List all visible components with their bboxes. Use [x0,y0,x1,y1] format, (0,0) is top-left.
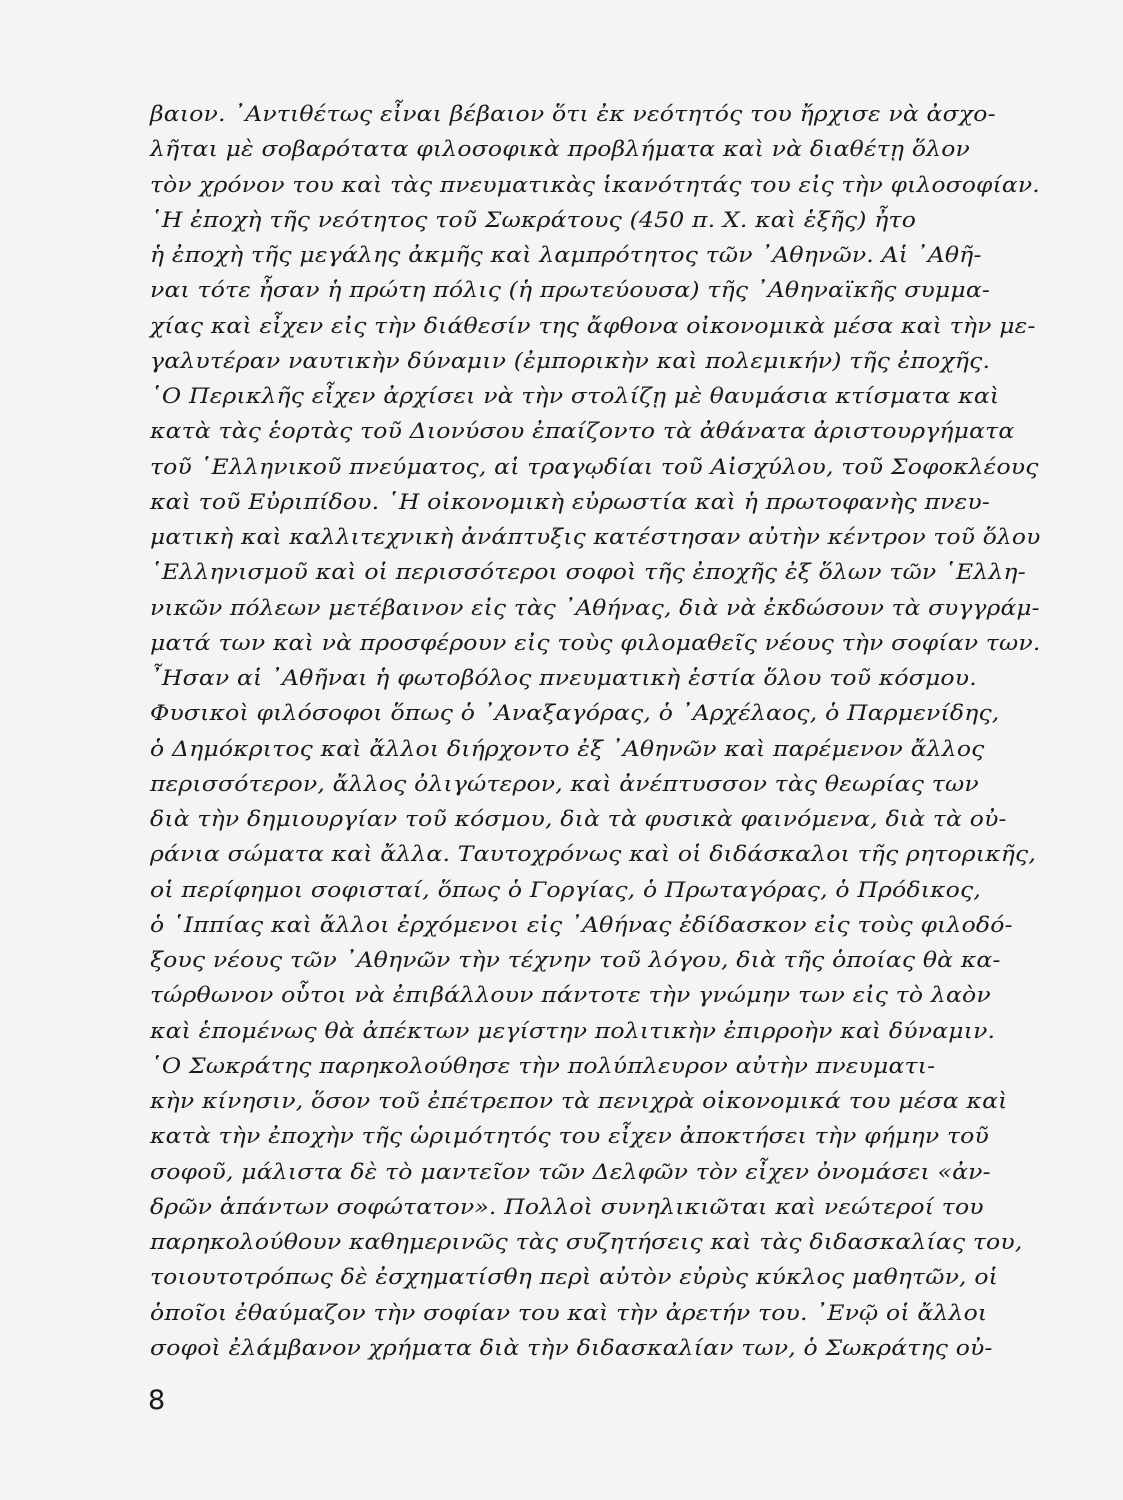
text-line: καὶ ἑπομένως θὰ ἀπέκτων μεγίστην πολιτικὴν ἐπιρροὴν καὶ δύναμιν. [150,1018,996,1043]
text-line: χίας καὶ εἶχεν εἰς τὴν διάθεσίν της ἄφθονα οἰκονομικὰ μέσα καὶ τὴν με- [150,313,1036,338]
text-line: διὰ τὴν δημιουργίαν τοῦ κόσμου, διὰ τὰ φυσικὰ φαινόμενα, διὰ τὰ οὐ- [150,807,1007,831]
text-line: ξους νέους τῶν ᾿Αθηνῶν τὴν τέχνην τοῦ λόγου, διὰ τῆς ὁποίας θὰ κα- [150,948,1001,972]
text-line: ῾Η ἐποχὴ τῆς νεότητος τοῦ Σωκράτους (450 π. Χ. καὶ ἑξῆς) ἦτο [150,207,917,232]
text-line: ἡ ἐποχὴ τῆς μεγάλης ἀκμῆς καὶ λαμπρότητος τῶν ᾿Αθηνῶν. Αἱ ᾿Αθῆ- [150,243,982,267]
text-line: ματά των καὶ νὰ προσφέρουν εἰς τοὺς φιλομαθεῖς νέους τὴν σοφίαν των. [150,630,1041,655]
text-line: κατὰ τὰς ἑορτὰς τοῦ Διονύσου ἐπαίζοντο τὰ ἀθάνατα ἀριστουργήματα [150,419,1015,444]
text-line: κατὰ τὴν ἐποχὴν τῆς ὡριμότητός του εἶχεν ἀποκτήσει τὴν φήμην τοῦ [150,1124,989,1149]
text-line: ὁ ῾Ιππίας καὶ ἄλλοι ἐρχόμενοι εἰς ᾿Αθήνας ἐδίδασκον εἰς τοὺς φιλοδό- [150,912,1013,937]
text-line: τώρθωνον οὗτοι νὰ ἐπιβάλλουν πάντοτε τὴν γνώμην των εἰς τὸ λαὸν [150,983,991,1008]
text-line: ῾Ελληνισμοῦ καὶ οἱ περισσότεροι σοφοὶ τῆς ἐποχῆς ἐξ ὅλων τῶν ῾Ελλη- [150,560,1026,585]
text-line: παρηκολούθουν καθημερινῶς τὰς συζητήσεις καὶ τὰς διδασκαλίας του, [150,1230,1023,1254]
text-line: καὶ τοῦ Εὐριπίδου. ῾Η οἰκονομικὴ εὐρωστία καὶ ἡ πρωτοφανὴς πνευ- [150,489,990,514]
text-line: τοῦ ῾Ελληνικοῦ πνεύματος, αἱ τραγῳδίαι τοῦ Αἰσχύλου, τοῦ Σοφοκλέους [150,454,1039,479]
text-line: λῆται μὲ σοβαρότατα φιλοσοφικὰ προβλήματα καὶ νὰ διαθέτῃ ὅλον [150,137,971,162]
text-line: Φυσικοὶ φιλόσοφοι ὅπως ὁ ᾿Αναξαγόρας, ὁ ᾿Αρχέλαος, ὁ Παρμενίδης, [150,701,1000,726]
text-line: τὸν χρόνον του καὶ τὰς πνευματικὰς ἱκανότητάς του εἰς τὴν φιλοσοφίαν. [150,172,1040,197]
text-line: σοφοῦ, μάλιστα δὲ τὸ μαντεῖον τῶν Δελφῶν τὸν εἶχεν ὀνομάσει «ἀν- [150,1159,991,1184]
text-line: κὴν κίνησιν, ὅσον τοῦ ἐπέτρεπον τὰ πενιχρὰ οἰκονομικά του μέσα καὶ [150,1089,1008,1113]
text-line: ῾Ο Σωκράτης παρηκολούθησε τὴν πολύπλευρον αὐτὴν πνευματι- [150,1053,936,1078]
body-text [150,97,1040,1366]
text-line: τοιουτοτρόπως δὲ ἐσχηματίσθη περὶ αὐτὸν εὐρὺς κύκλος μαθητῶν, οἱ [150,1265,999,1290]
text-line: γαλυτέραν ναυτικὴν δύναμιν (ἐμπορικὴν καὶ πολεμικήν) τῆς ἐποχῆς. [150,348,991,373]
text-line: δρῶν ἁπάντων σοφώτατον». Πολλοὶ συνηλικιῶται καὶ νεώτεροί του [150,1194,984,1219]
text-line: ράνια σώματα καὶ ἄλλα. Ταυτοχρόνως καὶ οἱ διδάσκαλοι τῆς ρητορικῆς, [150,842,1037,867]
text-line: ματικὴ καὶ καλλιτεχνικὴ ἀνάπτυξις κατέστησαν αὐτὴν κέντρον τοῦ ὅλου [150,525,1041,549]
text-line: ὁποῖοι ἐθαύμαζον τὴν σοφίαν του καὶ τὴν ἀρετήν του. ᾿Ενῷ οἱ ἄλλοι [150,1300,988,1325]
text-line: ὁ Δημόκριτος καὶ ἄλλοι διήρχοντο ἐξ ᾿Αθηνῶν καὶ παρέμενον ἄλλος [150,736,985,761]
text-line: βαιον. ᾿Αντιθέτως εἶναι βέβαιον ὅτι ἐκ νεότητός του ἤρχισε νὰ ἀσχο- [150,102,996,126]
text-line: περισσότερον, ἄλλος ὀλιγώτερον, καὶ ἀνέπτυσσον τὰς θεωρίας των [150,771,979,796]
text-line: σοφοὶ ἐλάμβανον χρήματα διὰ τὴν διδασκαλίαν των, ὁ Σωκράτης οὐ- [150,1335,993,1360]
text-line: οἱ περίφημοι σοφισταί, ὅπως ὁ Γοργίας, ὁ Πρωταγόρας, ὁ Πρόδικος, [150,877,982,902]
text-line: ῏Ησαν αἱ ᾿Αθῆναι ἡ φωτοβόλος πνευματικὴ ἑστία ὅλου τοῦ κόσμου. [150,666,977,690]
text-line: ῾Ο Περικλῆς εἶχεν ἀρχίσει νὰ τὴν στολίζῃ μὲ θαυμάσια κτίσματα καὶ [150,384,1000,408]
text-line: νικῶν πόλεων μετέβαινον εἰς τὰς ᾿Αθήνας, διὰ νὰ ἐκδώσουν τὰ συγγράμ- [150,595,1040,620]
page-number: 8 [148,1385,166,1416]
text-line: ναι τότε ἦσαν ἡ πρώτη πόλις (ἡ πρωτεύουσα) τῆς ᾿Αθηναϊκῆς συμμα- [150,278,990,303]
